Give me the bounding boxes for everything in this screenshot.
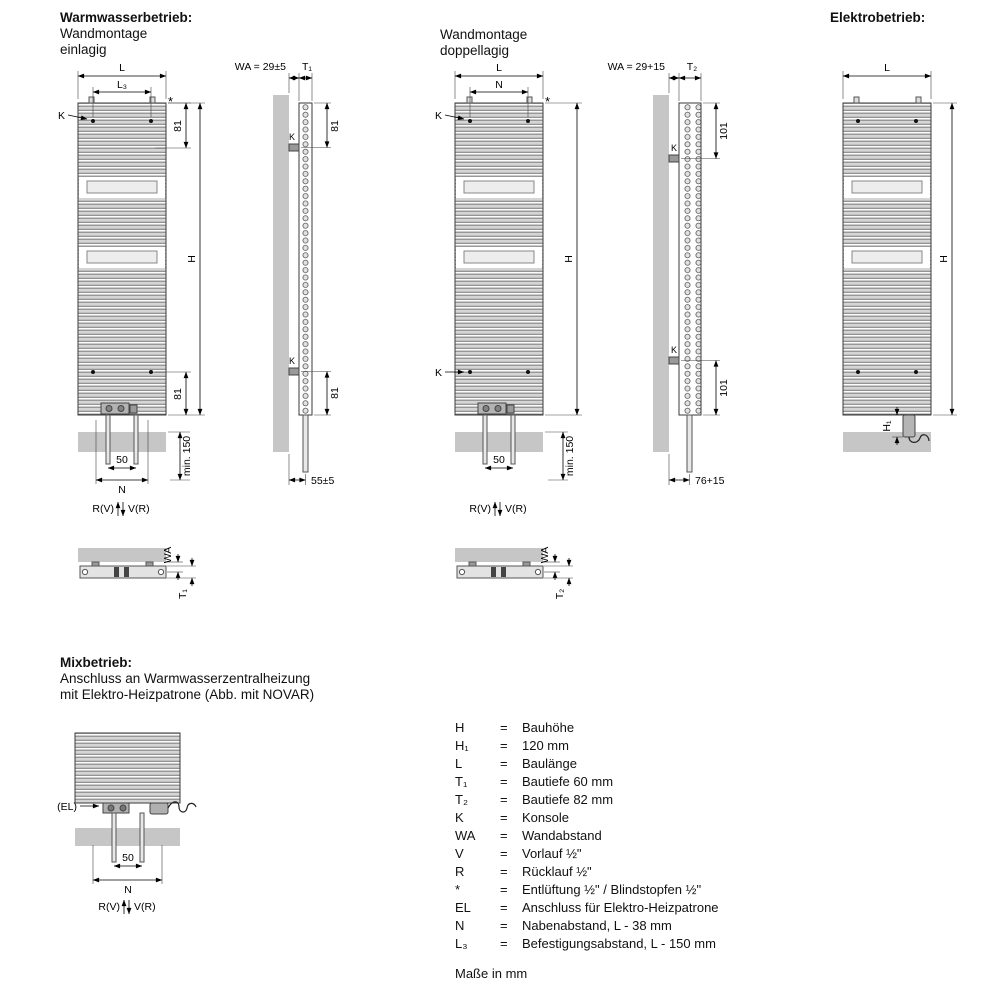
pipe xyxy=(511,415,515,464)
doppel-sub2: doppellagig xyxy=(440,43,510,58)
legend-row xyxy=(455,774,719,792)
radiator-plan xyxy=(80,566,166,578)
legend-desc: Anschluss für Elektro-Heizpatrone xyxy=(522,900,719,915)
legend-symbol: H₁ xyxy=(455,738,469,753)
dim-min150 xyxy=(545,432,576,480)
label-H: H xyxy=(186,255,198,263)
legend-symbol: WA xyxy=(455,828,476,843)
pipe xyxy=(112,813,116,862)
pipe xyxy=(140,813,144,862)
legend-symbol: R xyxy=(455,864,465,879)
label-81: 81 xyxy=(172,388,184,400)
vent-plug xyxy=(854,97,859,103)
legend-desc: Nabenabstand, L - 38 mm xyxy=(522,918,672,933)
label-EL: (EL) xyxy=(57,801,77,813)
fitting xyxy=(491,567,496,577)
label-T1: T₁ xyxy=(177,589,189,599)
dim-50 xyxy=(485,454,513,468)
label-H: H xyxy=(563,255,575,263)
label-K: K xyxy=(435,367,443,379)
pipe xyxy=(134,415,138,464)
label-star: * xyxy=(168,94,174,109)
valve-block xyxy=(478,403,506,414)
valve xyxy=(118,406,124,412)
mix-sub1: Anschluss an Warmwasserzentralheizung xyxy=(60,671,311,686)
gap-panel xyxy=(852,251,922,263)
label-50: 50 xyxy=(116,454,128,466)
units-note: Maße in mm xyxy=(455,966,528,981)
dim-50 xyxy=(114,852,142,866)
label-K: K xyxy=(670,345,678,355)
valve xyxy=(495,406,501,412)
label-VR: V(R) xyxy=(505,503,527,515)
fitting xyxy=(124,567,129,577)
floor-band xyxy=(78,432,166,452)
mix-sub2: mit Elektro-Heizpatrone (Abb. mit NOVAR) xyxy=(60,687,315,702)
legend-symbol: N xyxy=(455,918,465,933)
bracket xyxy=(289,144,299,151)
legend-desc: Vorlauf ½" xyxy=(522,846,582,861)
label-VR: V(R) xyxy=(128,503,150,515)
front-view-doppellagig xyxy=(435,62,582,516)
warmwasser-sub2: einlagig xyxy=(60,42,107,57)
legend-equals: = xyxy=(500,828,508,843)
label-RV: R(V) xyxy=(92,503,114,515)
legend-symbol: L₃ xyxy=(455,936,468,951)
legend-row xyxy=(455,828,719,846)
end-cap xyxy=(535,569,540,574)
legend-equals: = xyxy=(500,936,508,951)
legend-desc: Rücklauf ½" xyxy=(522,864,592,879)
legend-row xyxy=(455,918,719,936)
mix-title: Mixbetrieb: xyxy=(60,655,133,670)
dim-55pm5 xyxy=(289,454,334,487)
plan-view-einlagig xyxy=(78,547,196,599)
label-L: L xyxy=(119,62,125,74)
legend-equals: = xyxy=(500,792,508,807)
label-H1: H₁ xyxy=(881,420,893,432)
label-min150: min. 150 xyxy=(564,435,576,477)
wall xyxy=(653,95,669,452)
wall-band xyxy=(455,548,543,562)
label-101: 101 xyxy=(718,379,730,397)
gap-panel xyxy=(464,251,534,263)
legend-row xyxy=(455,810,719,828)
label-RV: R(V) xyxy=(98,901,120,913)
flow-return-labels xyxy=(92,502,149,516)
label-WA-29p15: WA = 29+15 xyxy=(607,61,665,73)
label-K: K xyxy=(435,110,443,122)
legend xyxy=(455,720,719,954)
label-H: H xyxy=(938,255,950,263)
label-76p15: 76+15 xyxy=(695,475,725,487)
legend-desc: 120 mm xyxy=(522,738,569,753)
label-K: K xyxy=(58,110,66,122)
legend-equals: = xyxy=(500,882,508,897)
wall xyxy=(273,95,289,452)
dim-50 xyxy=(108,454,136,468)
legend-desc: Bautiefe 82 mm xyxy=(522,792,614,807)
dim-H xyxy=(168,103,205,415)
label-L: L xyxy=(496,62,502,74)
electric-heating-element xyxy=(903,415,915,437)
dim-min150 xyxy=(168,432,193,480)
legend-equals: = xyxy=(500,846,508,861)
dim-H xyxy=(933,103,957,415)
label-WA: WA xyxy=(162,546,174,564)
label-T2: T₂ xyxy=(554,588,566,600)
legend-desc: Bauhöhe xyxy=(522,720,575,735)
bracket xyxy=(289,368,299,375)
valve xyxy=(106,406,112,412)
legend-desc: Wandabstand xyxy=(522,828,602,843)
legend-desc: Entlüftung ½" / Blindstopfen ½" xyxy=(522,882,702,897)
bracket xyxy=(669,357,679,364)
warmwasser-title: Warmwasserbetrieb: xyxy=(60,10,193,25)
valve xyxy=(120,805,126,811)
gap-panel xyxy=(464,181,534,193)
legend-symbol: * xyxy=(455,882,461,897)
legend-row xyxy=(455,864,719,882)
legend-row xyxy=(455,720,719,738)
flow-return-labels xyxy=(469,502,526,516)
floor-band xyxy=(455,432,543,452)
label-N: N xyxy=(118,484,126,496)
label-star: * xyxy=(545,94,551,109)
side-view-doppellagig xyxy=(608,61,730,487)
label-50: 50 xyxy=(493,454,505,466)
label-N: N xyxy=(495,79,503,91)
legend-equals: = xyxy=(500,756,508,771)
legend-symbol: V xyxy=(455,846,464,861)
radiator-profile xyxy=(299,103,312,415)
legend-equals: = xyxy=(500,810,508,825)
pipe xyxy=(687,415,692,472)
legend-row xyxy=(455,882,719,900)
label-81: 81 xyxy=(172,120,184,132)
end-cap xyxy=(158,569,163,574)
radiator-profile xyxy=(679,103,701,415)
legend-symbol: EL xyxy=(455,900,471,915)
front-view-mix xyxy=(57,733,196,914)
legend-row xyxy=(455,936,719,954)
legend-row xyxy=(455,846,719,864)
legend-desc: Befestigungsabstand, L - 150 mm xyxy=(522,936,716,951)
legend-symbol: K xyxy=(455,810,464,825)
legend-equals: = xyxy=(500,720,508,735)
fitting xyxy=(501,567,506,577)
front-view-einlagig xyxy=(58,62,205,516)
label-T1: T₁ xyxy=(302,61,312,73)
dim-T2 xyxy=(679,61,701,78)
floor-band xyxy=(75,828,180,846)
legend-equals: = xyxy=(500,900,508,915)
side-view-einlagig xyxy=(235,61,341,487)
doppel-sub1: Wandmontage xyxy=(440,27,528,42)
label-K: K xyxy=(288,356,296,366)
legend-symbol: H xyxy=(455,720,465,735)
radiator-plan xyxy=(457,566,543,578)
label-WA-29pm5: WA = 29±5 xyxy=(234,61,286,73)
label-55pm5: 55±5 xyxy=(311,475,335,487)
vent-plug xyxy=(467,97,472,103)
legend-desc: Bautiefe 60 mm xyxy=(522,774,614,789)
legend-row xyxy=(455,900,719,918)
wall-band xyxy=(78,548,166,562)
warmwasser-sub1: Wandmontage xyxy=(60,26,148,41)
pipe xyxy=(106,415,110,464)
dim-H xyxy=(545,103,582,415)
label-N: N xyxy=(124,884,132,896)
legend-symbol: T₂ xyxy=(455,792,468,807)
legend-row xyxy=(455,738,719,756)
radiator-body xyxy=(75,733,180,803)
legend-symbol: T₁ xyxy=(455,774,468,789)
legend-symbol: L xyxy=(455,756,463,771)
legend-desc: Konsole xyxy=(522,810,569,825)
valve xyxy=(483,406,489,412)
flow-return-labels xyxy=(98,900,155,914)
label-L3: L₃ xyxy=(116,79,128,91)
electric-heating-element xyxy=(150,803,168,814)
label-WA: WA xyxy=(539,546,551,564)
fitting xyxy=(507,405,514,413)
power-cable xyxy=(168,802,196,812)
label-T2: T₂ xyxy=(686,61,698,73)
elektro-title: Elektrobetrieb: xyxy=(830,10,926,25)
fitting xyxy=(130,405,137,413)
label-K: K xyxy=(670,143,678,153)
label-50: 50 xyxy=(122,852,134,864)
legend-row xyxy=(455,792,719,810)
dim-L xyxy=(843,62,931,99)
dim-T1 xyxy=(299,61,312,78)
plan-view-doppellagig xyxy=(455,547,573,600)
bracket xyxy=(669,155,679,162)
end-cap xyxy=(82,569,87,574)
fitting xyxy=(114,567,119,577)
gap-panel xyxy=(87,181,157,193)
legend-equals: = xyxy=(500,738,508,753)
pipe xyxy=(483,415,487,464)
label-81: 81 xyxy=(329,120,341,132)
label-min150: min. 150 xyxy=(181,435,193,477)
vent-plug xyxy=(916,97,921,103)
front-view-elektro xyxy=(843,62,957,452)
gap-panel xyxy=(87,251,157,263)
label-101: 101 xyxy=(718,122,730,140)
label-L: L xyxy=(884,62,890,74)
valve-block xyxy=(101,403,129,414)
legend-equals: = xyxy=(500,864,508,879)
label-VR: V(R) xyxy=(134,901,156,913)
legend-equals: = xyxy=(500,774,508,789)
pipe xyxy=(303,415,308,472)
label-K: K xyxy=(288,132,296,142)
dim-76p15 xyxy=(669,454,725,487)
legend-row xyxy=(455,756,719,774)
gap-panel xyxy=(852,181,922,193)
label-81: 81 xyxy=(329,387,341,399)
legend-desc: Baulänge xyxy=(522,756,577,771)
label-RV: R(V) xyxy=(469,503,491,515)
end-cap xyxy=(459,569,464,574)
valve xyxy=(108,805,114,811)
legend-equals: = xyxy=(500,918,508,933)
